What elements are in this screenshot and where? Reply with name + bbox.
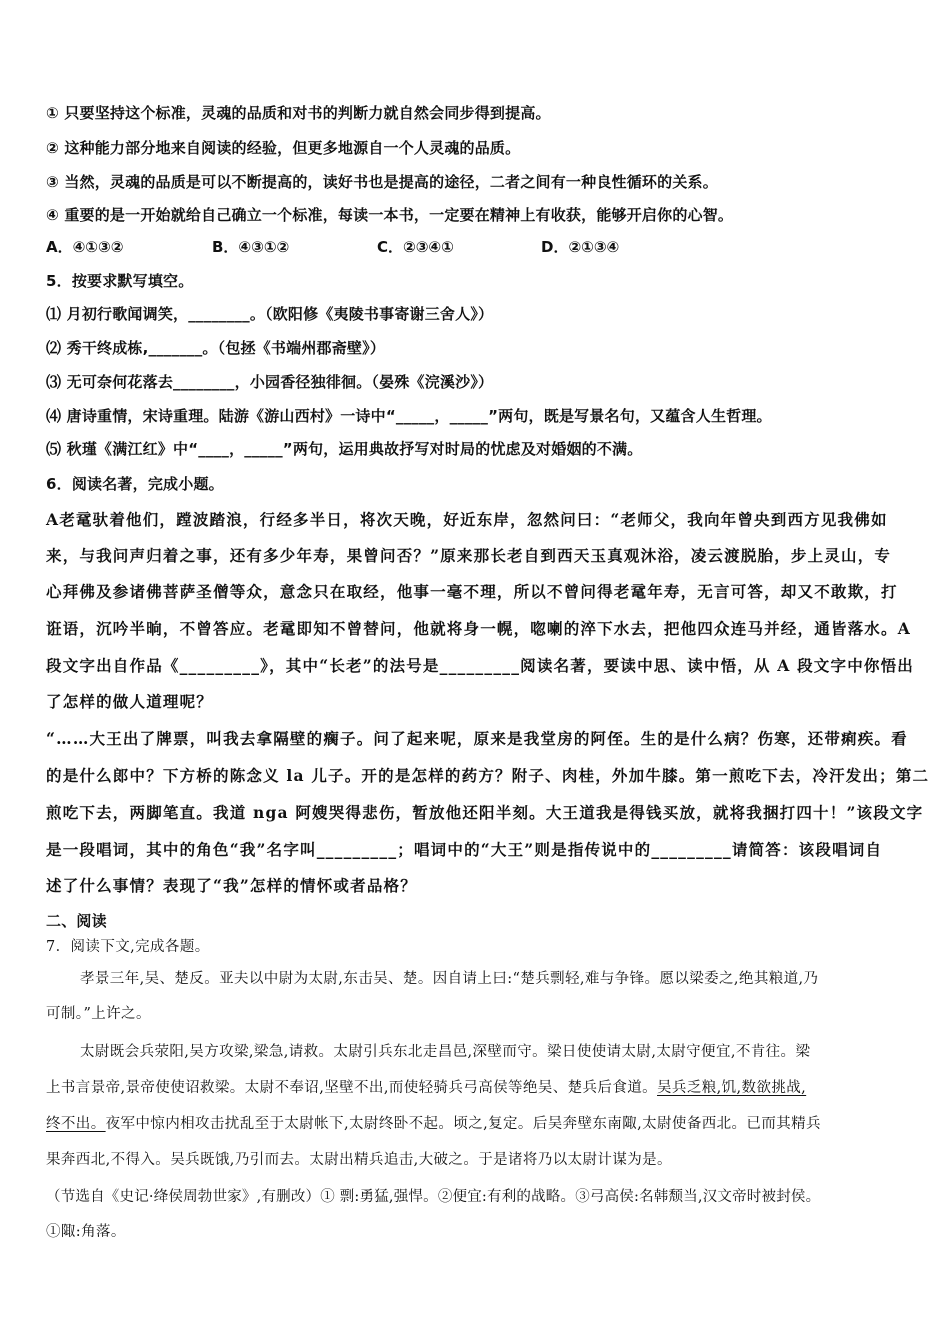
q6-passage-a-line: 段文字出自作品《_________》，其中“长老”的法号是_________阅读名著，要读中思、读中悟，从 A 段文字中你悟出 <box>46 656 915 675</box>
q5-item-4: ⑷ 唐诗重情，宋诗重理。陆游《游山西村》一诗中“_____，_____”两句，既是写景名句，又蕴含人生哲理。 <box>46 407 772 425</box>
q4-option-a: A．④①③② <box>46 238 124 256</box>
q7-para-1-line: 可制。”上许之。 <box>46 1006 151 1022</box>
q4-option-d: D．②①③④ <box>541 238 620 256</box>
q5-item-1: ⑴ 月初行歌闻调笑，________。（欧阳修《夷陵书事寄谢三舍人》） <box>46 305 494 323</box>
q6-passage-b-line: “……大王出了牌票，叫我去拿隔壁的瘸子。问了起来呢，原来是我堂房的阿侄。生的是什么病？伤寒，还带痢疾。看 <box>46 729 908 748</box>
q7-para-2-text: 夜军中惊内相攻击扰乱至于太尉帐下,太尉终卧不起。顷之,复定。后吴奔壁东南陬,太尉使备西北。已而其精兵 <box>105 1116 821 1132</box>
q7-underlined-sentence: 终不出。 <box>46 1116 106 1132</box>
q4-sentence-3: ③ 当然，灵魂的品质是可以不断提高的，读好书也是提高的途径，二者之间有一种良性循环的关系。 <box>46 173 718 191</box>
q5-item-2: ⑵ 秀干终成栋,_______。（包拯《书端州郡斋壁》） <box>46 339 386 357</box>
q6-passage-b-line: 是一段唱词，其中的角色“我”名字叫_________；唱词中的“大王”则是指传说中的_________请简答：该段唱词自 <box>46 840 883 859</box>
q5-item-5: ⑸ 秋瑾《满江红》中“____，_____”两句，运用典故抒写对时局的忧虑及对婚姻的不满。 <box>46 440 643 458</box>
q7-source-notes: （节选自《史记·绛侯周勃世家》,有删改）① 剽:勇猛,强悍。②便宜:有利的战略。③弓高侯:名韩颓当,汉文帝时被封侯。 <box>46 1189 821 1205</box>
q7-para-2-line <box>46 1112 821 1133</box>
q6-passage-b-line: 述了什么事情？表现了“我”怎样的情怀或者品格？ <box>46 876 417 895</box>
q7-source-notes: ①陬:角落。 <box>46 1224 126 1240</box>
q7-para-1-line: 孝景三年,吴、楚反。亚夫以中尉为太尉,东击吴、楚。因自请上曰:“楚兵剽轻,难与争锋。愿以梁委之,绝其粮道,乃 <box>80 971 819 987</box>
q7-para-2-line <box>46 1076 806 1097</box>
q5-title: 5．按要求默写填空。 <box>46 272 194 290</box>
q4-option-c: C．②③④① <box>377 238 454 256</box>
q4-sentence-4: ④ 重要的是一开始就给自己确立一个标准，每读一本书，一定要在精神上有收获，能够开启你的心智。 <box>46 206 734 224</box>
q6-passage-a-line: 心拜佛及参诸佛菩萨圣僧等众，意念只在取经，他事一毫不理，所以不曾问得老鼋年寿，无言可答，却又不敢欺，打 <box>46 582 898 601</box>
q4-option-b: B．④③①② <box>212 238 290 256</box>
q6-passage-a-line: 诳语，沉吟半晌，不曾答应。老鼋即知不曾替问，他就将身一幌，唿喇的淬下水去，把他四众连马并经，通皆落水。A <box>46 619 911 638</box>
q7-para-2-line: 果奔西北,不得入。吴兵既饿,乃引而去。太尉出精兵追击,大破之。于是诸将乃以太尉计谋为是。 <box>46 1152 672 1168</box>
q7-underlined-sentence: 吴兵乏粮,饥,数欲挑战, <box>657 1080 807 1096</box>
q6-title: 6．阅读名著，完成小题。 <box>46 475 224 493</box>
q4-sentence-2: ② 这种能力部分地来自阅读的经验，但更多地源自一个人灵魂的品质。 <box>46 139 521 157</box>
q4-sentence-1: ① 只要坚持这个标准，灵魂的品质和对书的判断力就自然会同步得到提高。 <box>46 104 551 122</box>
section-2-heading: 二、阅读 <box>46 912 107 930</box>
q7-para-2-text: 上书言景帝,景帝使使诏救梁。太尉不奉诏,坚壁不出,而使轻骑兵弓高侯等绝吴、楚兵后食道。 <box>46 1080 658 1096</box>
q6-passage-b-line: 的是什么郎中？下方桥的陈念义 la 儿子。开的是怎样的药方？附子、肉桂，外加牛膝。第一煎吃下去，冷汗发出；第二 <box>46 766 930 785</box>
q7-title: 7．阅读下文,完成各题。 <box>46 939 210 955</box>
q7-para-2-line: 太尉既会兵荥阳,吴方攻梁,梁急,请救。太尉引兵东北走昌邑,深壁而守。梁日使使请太尉,太尉守便宜,不肯往。梁 <box>80 1044 811 1060</box>
q6-passage-a-line: A老鼋驮着他们，蹚波踏浪，行经多半日，将次天晚，好近东岸，忽然问曰：“老师父，我向年曾央到西方见我佛如 <box>46 510 888 529</box>
q5-item-3: ⑶ 无可奈何花落去________，小园香径独徘徊。（晏殊《浣溪沙》） <box>46 373 494 391</box>
q6-passage-b-line: 煎吃下去，两脚笔直。我道 nga 阿嫂哭得悲伤，暂放他还阳半刻。大王道我是得钱买放，就将我捆打四十！”该段文字 <box>46 803 924 822</box>
q6-passage-a-line: 了怎样的做人道理呢？ <box>46 692 214 711</box>
q6-passage-a-line: 来，与我问声归着之事，还有多少年寿，果曾问否？”原来那长老自到西天玉真观沐浴，凌云渡脱胎，步上灵山，专 <box>46 546 892 565</box>
